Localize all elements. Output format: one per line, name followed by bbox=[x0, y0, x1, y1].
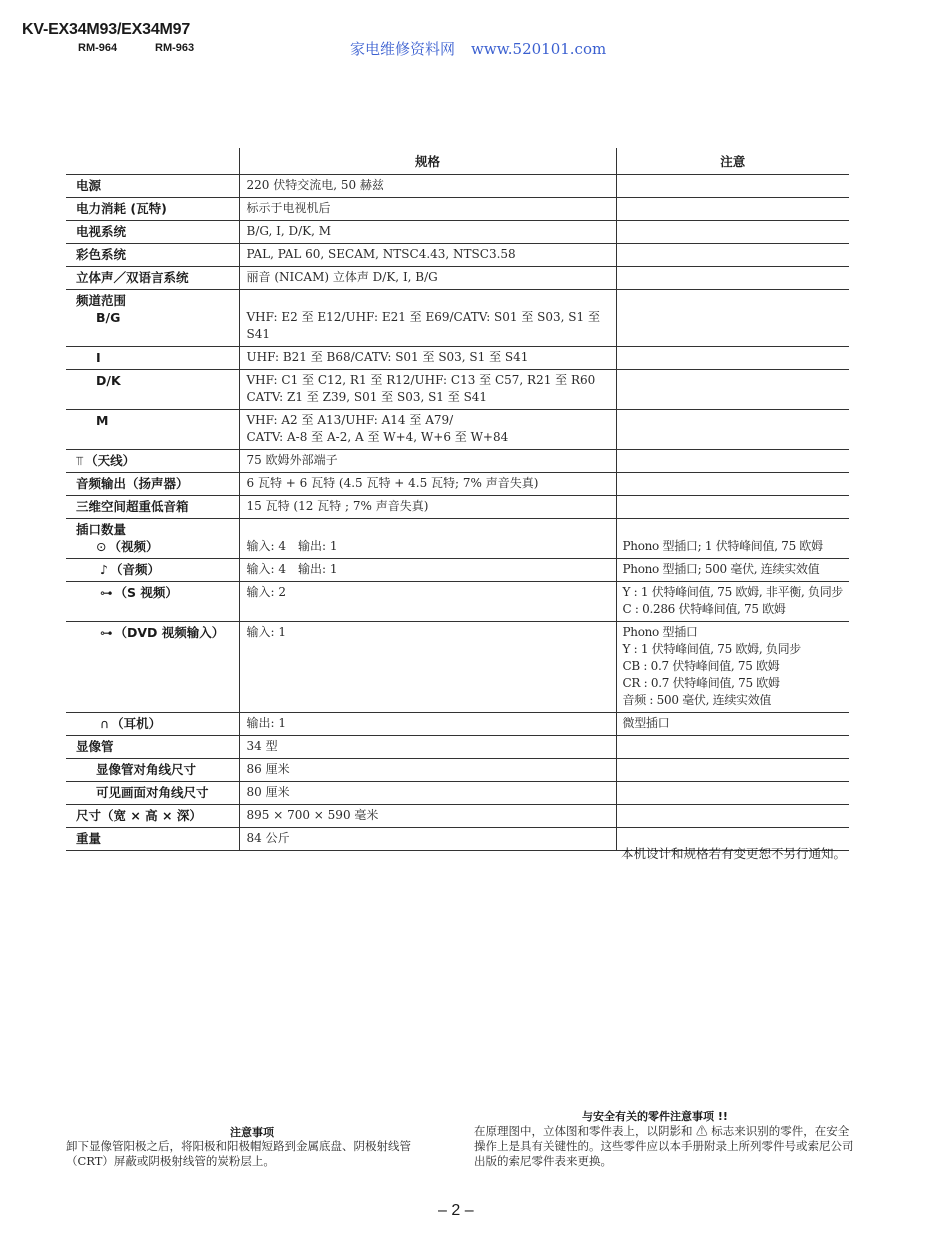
watermark-text: 家电维修资料网 bbox=[350, 40, 456, 58]
table-row bbox=[66, 410, 849, 450]
row-note bbox=[616, 450, 849, 473]
row-value: 80 厘米 bbox=[239, 782, 616, 805]
row-note bbox=[616, 473, 849, 496]
row-label: 显像管 bbox=[66, 736, 239, 759]
dvd-note-3: CB : 0.7 伏特峰间值, 75 欧姆 bbox=[622, 659, 780, 673]
channel-m-value-1: VHF: A2 至 A13/UHF: A14 至 A79/ bbox=[246, 413, 454, 427]
row-value: 输入: 1 bbox=[239, 622, 616, 713]
row-label: 立体声／双语言系统 bbox=[66, 267, 239, 290]
row-value: B/G, I, D/K, M bbox=[239, 221, 616, 244]
remote-model-1: RM-964 bbox=[78, 42, 118, 54]
row-note bbox=[616, 496, 849, 519]
row-label: 可见画面对角线尺寸 bbox=[66, 782, 239, 805]
channel-dk-value-1: VHF: C1 至 C12, R1 至 R12/UHF: C13 至 C57, R21 至 R60 bbox=[246, 373, 596, 387]
row-label: 三维空间超重低音箱 bbox=[66, 496, 239, 519]
audio-jack-icon: ♪ bbox=[100, 562, 108, 577]
table-row bbox=[66, 759, 849, 782]
row-note bbox=[616, 759, 849, 782]
table-row bbox=[66, 805, 849, 828]
s-video-note-1: Y : 1 伏特峰间值, 75 欧姆, 非平衡, 负同步 bbox=[622, 585, 844, 599]
page-number: – 2 – bbox=[438, 1202, 474, 1219]
row-note bbox=[616, 347, 849, 370]
table-row bbox=[66, 244, 849, 267]
row-value: 丽音 (NICAM) 立体声 D/K, I, B/G bbox=[239, 267, 616, 290]
row-label: D/K bbox=[66, 370, 239, 410]
row-value bbox=[239, 370, 616, 410]
row-value: 84 公斤 bbox=[239, 828, 616, 851]
video-jack-label bbox=[76, 538, 235, 555]
row-note bbox=[616, 805, 849, 828]
video-jack-value: 输入: 4 输出: 1 bbox=[246, 539, 338, 553]
table-row bbox=[66, 559, 849, 582]
row-value: 895 × 700 × 590 毫米 bbox=[239, 805, 616, 828]
jacks-label: 插口数量 bbox=[76, 522, 127, 537]
antenna-label: （天线） bbox=[85, 453, 136, 468]
table-row bbox=[66, 267, 849, 290]
table-row bbox=[66, 622, 849, 713]
model-number: KV-EX34M93/EX34M97 bbox=[22, 21, 191, 38]
table-row bbox=[66, 582, 849, 622]
row-note bbox=[616, 221, 849, 244]
row-note: 微型插口 bbox=[616, 713, 849, 736]
channel-range-label: 频道范围 bbox=[76, 293, 127, 308]
row-note bbox=[616, 782, 849, 805]
row-value: 输入: 4 输出: 1 bbox=[239, 559, 616, 582]
row-note bbox=[616, 622, 849, 713]
caution-title: 注意事项 bbox=[230, 1126, 274, 1139]
s-video-icon: ⊶ bbox=[100, 585, 113, 600]
row-value bbox=[239, 519, 616, 559]
table-row bbox=[66, 519, 849, 559]
row-note bbox=[616, 198, 849, 221]
table-row bbox=[66, 713, 849, 736]
row-note bbox=[616, 290, 849, 347]
safety-title: 与安全有关的零件注意事项 !! bbox=[582, 1110, 728, 1123]
table-row bbox=[66, 290, 849, 347]
dvd-note-5: 音频 : 500 毫伏, 连续实效值 bbox=[622, 693, 772, 707]
row-note bbox=[616, 519, 849, 559]
component-video-icon: ⊶ bbox=[100, 625, 113, 640]
header-item-col bbox=[66, 148, 239, 175]
row-label: 显像管对角线尺寸 bbox=[66, 759, 239, 782]
video-jack-note: Phono 型插口; 1 伏特峰间值, 75 欧姆 bbox=[622, 539, 823, 553]
row-value bbox=[239, 290, 616, 347]
row-label: 音频输出（扬声器） bbox=[66, 473, 239, 496]
table-row bbox=[66, 496, 849, 519]
spec-table bbox=[66, 148, 849, 851]
table-row bbox=[66, 198, 849, 221]
row-label bbox=[66, 582, 239, 622]
table-header-row bbox=[66, 148, 849, 175]
dvd-note-4: CR : 0.7 伏特峰间值, 75 欧姆 bbox=[622, 676, 780, 690]
dvd-note-2: Y : 1 伏特峰间值, 75 欧姆, 负同步 bbox=[622, 642, 801, 656]
channel-bg-label: B/G bbox=[96, 310, 121, 325]
row-label bbox=[66, 713, 239, 736]
table-row bbox=[66, 736, 849, 759]
watermark-url: www.520101.com bbox=[471, 40, 607, 58]
row-label: 电源 bbox=[66, 175, 239, 198]
row-note bbox=[616, 175, 849, 198]
row-note: Phono 型插口; 500 毫伏, 连续实效值 bbox=[616, 559, 849, 582]
row-value: 输入: 2 bbox=[239, 582, 616, 622]
row-note bbox=[616, 370, 849, 410]
row-value: 86 厘米 bbox=[239, 759, 616, 782]
headphone-icon: ∩ bbox=[100, 716, 110, 731]
row-value: 34 型 bbox=[239, 736, 616, 759]
s-video-text: （S 视频） bbox=[114, 585, 178, 600]
headphone-text: （耳机） bbox=[111, 716, 162, 731]
table-row bbox=[66, 370, 849, 410]
row-value: 输出: 1 bbox=[239, 713, 616, 736]
antenna-icon: ⫪ bbox=[76, 453, 84, 468]
spec-change-notice: 本机设计和规格若有变更恕不另行通知。 bbox=[620, 846, 846, 861]
video-jack-icon: ⊙ bbox=[96, 539, 107, 554]
row-value: 6 瓦特 + 6 瓦特 (4.5 瓦特 + 4.5 瓦特; 7% 声音失真) bbox=[239, 473, 616, 496]
safety-body: 在原理图中，立体图和零件表上，以阴影和 ⚠ 标志来识别的零件，在安全操作上是具有关键性的。这些零件应以本手册附录上所列零件号或索尼公司出版的索尼零件表来更换。 bbox=[474, 1124, 854, 1168]
table-row bbox=[66, 347, 849, 370]
row-note bbox=[616, 582, 849, 622]
row-label bbox=[66, 290, 239, 347]
row-note bbox=[616, 267, 849, 290]
table-row bbox=[66, 782, 849, 805]
channel-dk-value-2: CATV: Z1 至 Z39, S01 至 S03, S1 至 S41 bbox=[246, 390, 488, 404]
row-label: M bbox=[66, 410, 239, 450]
row-label bbox=[66, 519, 239, 559]
header-spec: 规格 bbox=[239, 148, 616, 175]
header-note: 注意 bbox=[616, 148, 849, 175]
row-value: 75 欧姆外部端子 bbox=[239, 450, 616, 473]
watermark bbox=[350, 38, 606, 59]
row-value: 标示于电视机后 bbox=[239, 198, 616, 221]
table-row bbox=[66, 450, 849, 473]
row-label: I bbox=[66, 347, 239, 370]
table-row bbox=[66, 175, 849, 198]
s-video-note-2: C : 0.286 伏特峰间值, 75 欧姆 bbox=[622, 602, 786, 616]
table-row bbox=[66, 221, 849, 244]
row-note bbox=[616, 244, 849, 267]
row-value: UHF: B21 至 B68/CATV: S01 至 S03, S1 至 S41 bbox=[239, 347, 616, 370]
row-value: PAL, PAL 60, SECAM, NTSC4.43, NTSC3.58 bbox=[239, 244, 616, 267]
row-value bbox=[239, 410, 616, 450]
row-label bbox=[66, 450, 239, 473]
row-label bbox=[66, 559, 239, 582]
row-note bbox=[616, 410, 849, 450]
row-label: 电力消耗 (瓦特) bbox=[66, 198, 239, 221]
row-note bbox=[616, 736, 849, 759]
table-row bbox=[66, 473, 849, 496]
remote-model-2: RM-963 bbox=[155, 42, 195, 54]
audio-jack-text: （音频） bbox=[109, 562, 160, 577]
channel-m-value-2: CATV: A-8 至 A-2, A 至 W+4, W+6 至 W+84 bbox=[246, 430, 509, 444]
dvd-input-text: （DVD 视频输入） bbox=[114, 625, 225, 640]
video-jack-text: （视频） bbox=[108, 539, 159, 554]
caution-body: 卸下显像管阳极之后，将阳极和阳极帽短路到金属底盘、阴极射线管（CRT）屏蔽或阴极射线管的炭粉层上。 bbox=[66, 1139, 411, 1168]
row-value: 15 瓦特 (12 瓦特 ; 7% 声音失真) bbox=[239, 496, 616, 519]
row-label: 尺寸（宽 × 高 × 深） bbox=[66, 805, 239, 828]
channel-bg-value: VHF: E2 至 E12/UHF: E21 至 E69/CATV: S01 至 S03, S1 至 S41 bbox=[246, 310, 600, 341]
row-label: 电视系统 bbox=[66, 221, 239, 244]
row-label: 重量 bbox=[66, 828, 239, 851]
row-label: 彩色系统 bbox=[66, 244, 239, 267]
dvd-note-1: Phono 型插口 bbox=[622, 625, 698, 639]
row-label bbox=[66, 622, 239, 713]
row-value: 220 伏特交流电, 50 赫兹 bbox=[239, 175, 616, 198]
